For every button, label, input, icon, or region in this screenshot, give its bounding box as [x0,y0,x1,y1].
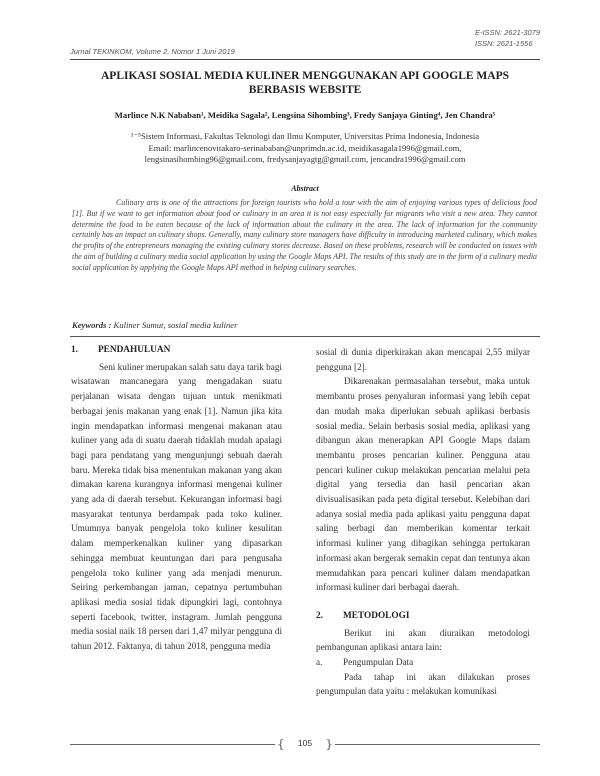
author-list: Marlince N.K Nababan¹, Meidika Sagala², Lengsina Sihombing³, Fredy Sanjaya Ginting⁴, Jen Chandra⁵ [114,110,496,120]
section-number: 2. [316,610,323,621]
section-number: 1. [71,345,78,355]
email-line-2: lengsinasihombing96@gmail.com, fredysanjayagtg@gmail.com, jencandra1996@gmail.com [144,154,466,165]
intro-paragraph-1: Seni kuliner merupakan salah satu daya tarik bagi wisatawan mancanegara yang mengadakan suatu perjalanan wisata dengan tujuan untuk menikmati berbagai jenis makanan yang enak [1]. Namun jika kita ingin mendapatkan informasi mengenai makanan atau kuliner yang ada di suatu daerah tidaklah mudah apalagi bagi para pendatang yang mengunjungi sebuah daerah baru. Mereka tidak bisa menentukan makanan yang akan dimakan karena kurangnya informasi mengenai kuliner yang ada di daerah tersebut. Kekurangan informasi bagi masyarakat tentunya berdampak pada toko kuliner. Umumnya banyak pengelola toko kuliner kesulitan dalam memperkenalkan kuliner yang dipasarkan sehingga membuat keuntungan dari para pengusaha pengelola toko kuliner yang ada menjadi menurun. Seiring perkembangan jaman, cepatnya pertumbuhan aplikasi media sosial tidak dipungkiri lagi, contohnya seperti facebook, twitter, instagram. Jumlah pengguna media sosial naik 18 persen dari 1,47 milyar pengguna di tahun 2012. Faktanya, di tahun 2018, pengguna media [71,361,282,652]
journal-reference: Jurnal TEKINKOM, Volume 2, Nomor 1 Juni 2019 [70,47,235,56]
footer-rule-left [70,744,275,745]
affiliation-block [70,131,540,166]
title-line-2: BERBASIS WEBSITE [248,84,362,96]
intro-paragraph-1-continued: sosial di dunia diperkirakan akan mencapai 2,55 milyar pengguna [2]. [316,347,530,372]
footer-rule-right [335,744,540,745]
section-heading-introduction [71,343,282,358]
email-line-1: Email: marlincenovitakaro-serinababan@unprimdn.ac.id, meidikasagala1996@gmail.com, [148,142,462,153]
keywords-line [72,320,537,330]
keywords-label: Keywords : [72,320,112,330]
header-divider [70,59,540,60]
keywords-value: Kuliner Sumut, sosial media kuliner [113,320,238,330]
abstract-heading: Abstract [291,184,319,193]
page-footer [70,737,540,751]
section-title: METODOLOGI [343,610,410,621]
title-line-1: APLIKASI SOSIAL MEDIA KULINER MENGGUNAKAN API GOOGLE MAPS [101,70,509,82]
subsection-heading [316,655,530,670]
section-heading-methodology [316,609,530,624]
issn-block [475,27,540,49]
method-paragraph-2: Pada tahap ini akan dilakukan proses pengumpulan data yaitu : melakukan komunikasi [316,671,530,697]
intro-paragraph-2: Dikarenakan permasalahan tersebut, maka untuk membantu proses penyaluran informasi yang lebih cepat dan mudah maka diperlukan sebuah aplikasi berbasis sosial media. Selain berbasis sosial media, aplikasi yang dibangun akan menerapkan API Google Maps dalam membantu proses pencarian kuliner. Pengguna atau pencari kuliner cukup melakukan pencarian melalui peta digital yang tersedia dan hasil pencarian akan divisualisasikan pada peta digital tersebut. Kelebihan dari adanya sosial media pada aplikasi yaitu pengguna dapat saling berbagi dan memberikan komentar terkait informasi kuliner yang dibagikan sehingga pertukaran informasi akan bergerak semakin cepat dan tentunya akan memudahkan para pencari kuliner dalam mendapatkan informasi kuliner dari berbagai daerah. [316,376,530,593]
footer-bracket-close: } [325,737,333,751]
issn-text: ISSN: 2621-1556 [474,39,533,48]
subsection-title: Pengumpulan Data [343,657,414,668]
left-column [71,343,282,654]
method-paragraph-1: Berikut ini akan diuraikan metodologi pembangunan aplikasi antara lain: [316,627,530,653]
section-gap [316,595,530,609]
right-column [316,345,530,699]
section-title: PENDAHULUAN [98,345,171,355]
footer-bracket-open: { [277,737,285,751]
keywords-divider [70,336,540,337]
affiliation-line: ¹⁻⁵Sistem Informasi, Fakultas Teknologi dan Ilmu Komputer, Universitas Prima Indonesia, Indonesia [130,131,480,141]
paper-title [70,69,540,97]
abstract-text: Culinary arts is one of the attractions for foreign tourists who hold a tour with the aim of enjoying various types of delicious food [1]. But if we want to get information about food or culinary in an area it is not easy especially for migrants who visit a new area. They cannot determine the food to be eaten because of the lack of information about the culinary in the area. The lack of information for the community certainly has an impact on culinary shops. Generally, many culinary store managers have difficulty in introducing marketed culinary, which makes the profits of the entrepreneurs managing the existing culinary stores decrease. Based on these problems, research will be conducted on issues with the aim of building a culinary media social application by using the Google Maps API. The results of this study are in the form of a culinary media social application by applying the Google Maps API method in helping culinary searches. [72,198,537,272]
subsection-number: a. [316,657,323,668]
page-number: 105 [297,738,313,748]
eissn-text: E-ISSN: 2621-3079 [474,28,540,37]
